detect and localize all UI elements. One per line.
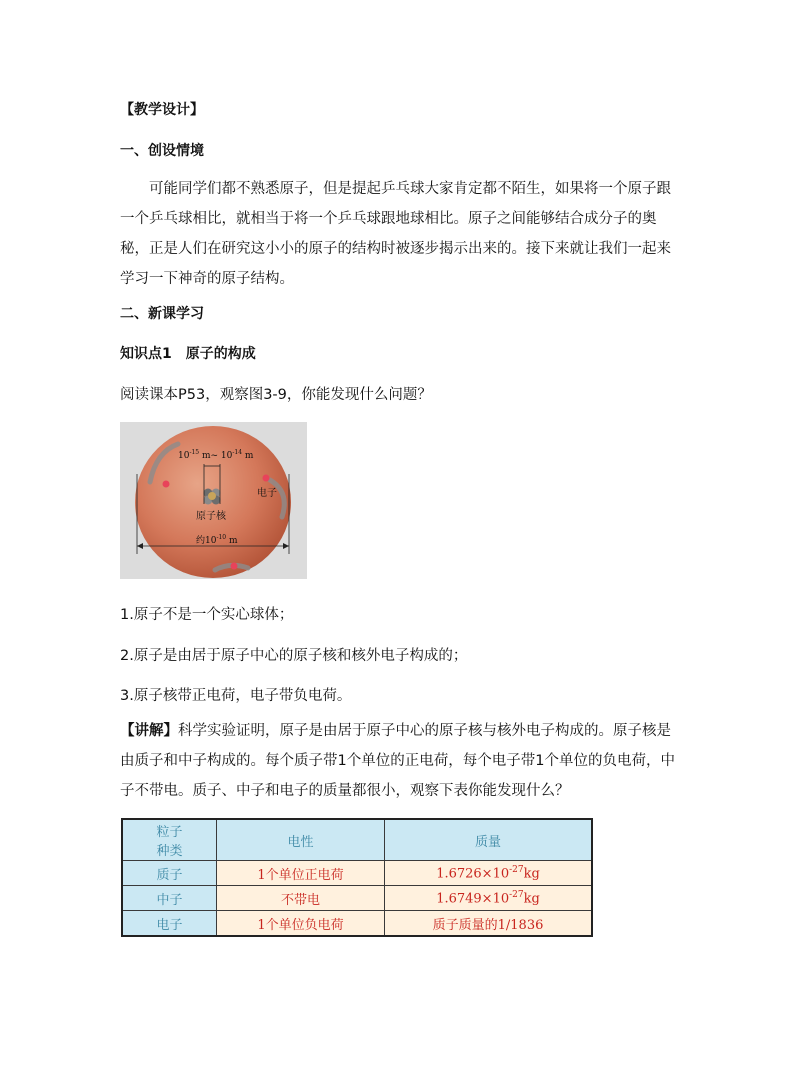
electron xyxy=(231,563,238,570)
atom-size-label: 约$10^{-10}$ m xyxy=(196,534,238,546)
header-charge: 电性 xyxy=(217,819,385,861)
table-header-row xyxy=(122,819,592,861)
explanation-tag: 【讲解】 xyxy=(120,723,178,739)
table-row xyxy=(122,886,592,911)
particle-mass: 质子质量的1/1836 xyxy=(385,911,593,937)
particle-charge: 1个单位负电荷 xyxy=(217,911,385,937)
electron-label: 电子 xyxy=(257,488,277,499)
explanation-paragraph xyxy=(120,716,676,806)
electron xyxy=(263,475,270,482)
particle-charge: 1个单位正电荷 xyxy=(217,861,385,886)
electron xyxy=(163,481,170,488)
finding-3: 3.原子核带正电荷，电子带负电荷。 xyxy=(120,688,352,704)
intro-paragraph: 可能同学们都不熟悉原子，但是提起乒乓球大家肯定都不陌生，如果将一个原子跟一个乒乓球相比，就相当于将一个乒乓球跟地球相比。原子之间能够结合成分子的奥秘，正是人们在研究这小小的原子的结构时被逐步揭示出来的。接下来就让我们一起来学习一下神奇的原子结构。 xyxy=(120,181,671,287)
particle-mass: $1.6749\times 10^{-27}kg$ xyxy=(385,886,593,911)
document-heading: 【教学设计】 xyxy=(120,102,204,118)
nucleus-size-label: $10^{-15}$ m~ $10^{-14}$ m xyxy=(178,449,254,461)
section-2-title: 二、新课学习 xyxy=(120,306,204,322)
explanation-text: 科学实验证明，原子是由居于原子中心的原子核与核外电子构成的。原子核是由质子和中子构成的。每个质子带1个单位的正电荷，每个电子带1个单位的负电荷，中子不带电。质子、中子和电子的质量都很小，观察下表你能发现什么？ xyxy=(120,723,675,799)
atom-structure-figure xyxy=(120,422,307,579)
particle-name: 质子 xyxy=(122,861,217,886)
finding-2: 2.原子是由居于原子中心的原子核和核外电子构成的； xyxy=(120,648,468,664)
atom-diagram xyxy=(120,422,307,579)
particle-name: 电子 xyxy=(122,911,217,937)
section-1-title: 一、创设情境 xyxy=(120,143,204,159)
reading-prompt: 阅读课本P53，观察图3-9，你能发现什么问题？ xyxy=(120,387,432,403)
table-row xyxy=(122,861,592,886)
header-particle-type: 粒子 种类 xyxy=(122,819,217,861)
finding-1: 1.原子不是一个实心球体； xyxy=(120,607,294,623)
table-row xyxy=(122,911,592,937)
knowledge-point-title: 知识点1 原子的构成 xyxy=(120,346,256,362)
particle-properties-table xyxy=(121,818,593,937)
particle-mass: $1.6726\times 10^{-27}kg$ xyxy=(385,861,593,886)
nucleus-label: 原子核 xyxy=(196,511,226,522)
header-mass: 质量 xyxy=(385,819,593,861)
particle-charge: 不带电 xyxy=(217,886,385,911)
particle-name: 中子 xyxy=(122,886,217,911)
